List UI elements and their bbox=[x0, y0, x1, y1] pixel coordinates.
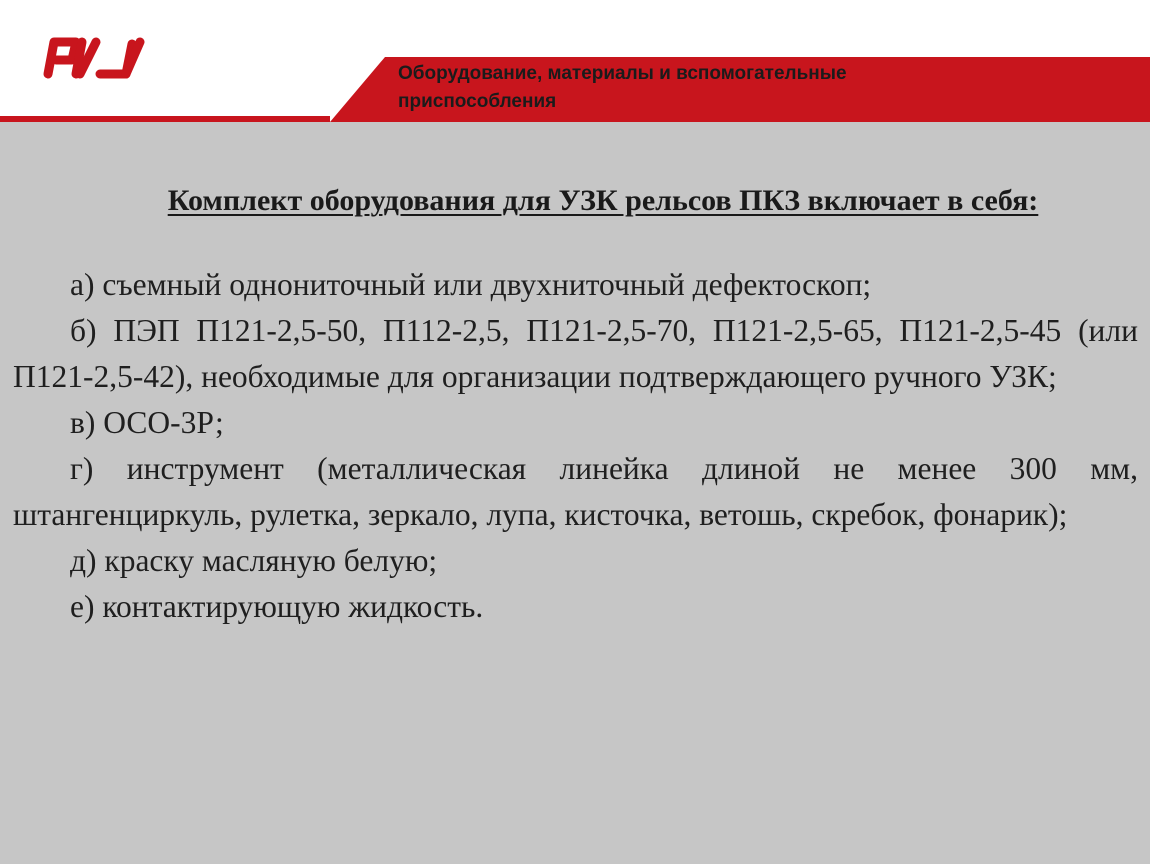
slide-content bbox=[0, 122, 1150, 864]
slide-heading: Комплект оборудования для УЗК рельсов ПКЗ включает в себя: bbox=[167, 184, 1039, 217]
list-item: е) контактирующую жидкость. bbox=[70, 589, 484, 624]
equipment-list bbox=[13, 262, 1138, 630]
header-title-line1: Оборудование, материалы и вспомогательные bbox=[398, 63, 847, 84]
list-item: д) краску масляную белую; bbox=[70, 543, 438, 578]
list-item: б) ПЭП П121-2,5-50, П112-2,5, П121-2,5-70, П121-2,5-65, П121-2,5-45 (или П121-2,5-42), необходимые для организации подтверждающего ручного УЗК; bbox=[13, 313, 1138, 394]
slide-header bbox=[0, 0, 1150, 122]
list-item: г) инструмент (металлическая линейка длиной не менее 300 мм, штангенциркуль, рулетка, зеркало, лупа, кисточка, ветошь, скребок, фонарик); bbox=[13, 451, 1138, 532]
header-title-line2: приспособления bbox=[398, 91, 557, 112]
header-title bbox=[398, 60, 998, 116]
rzd-logo bbox=[38, 30, 154, 82]
list-item: в) ОСО-3Р; bbox=[70, 405, 224, 440]
list-item: а) съемный однониточный или двухниточный дефектоскоп; bbox=[70, 267, 872, 302]
